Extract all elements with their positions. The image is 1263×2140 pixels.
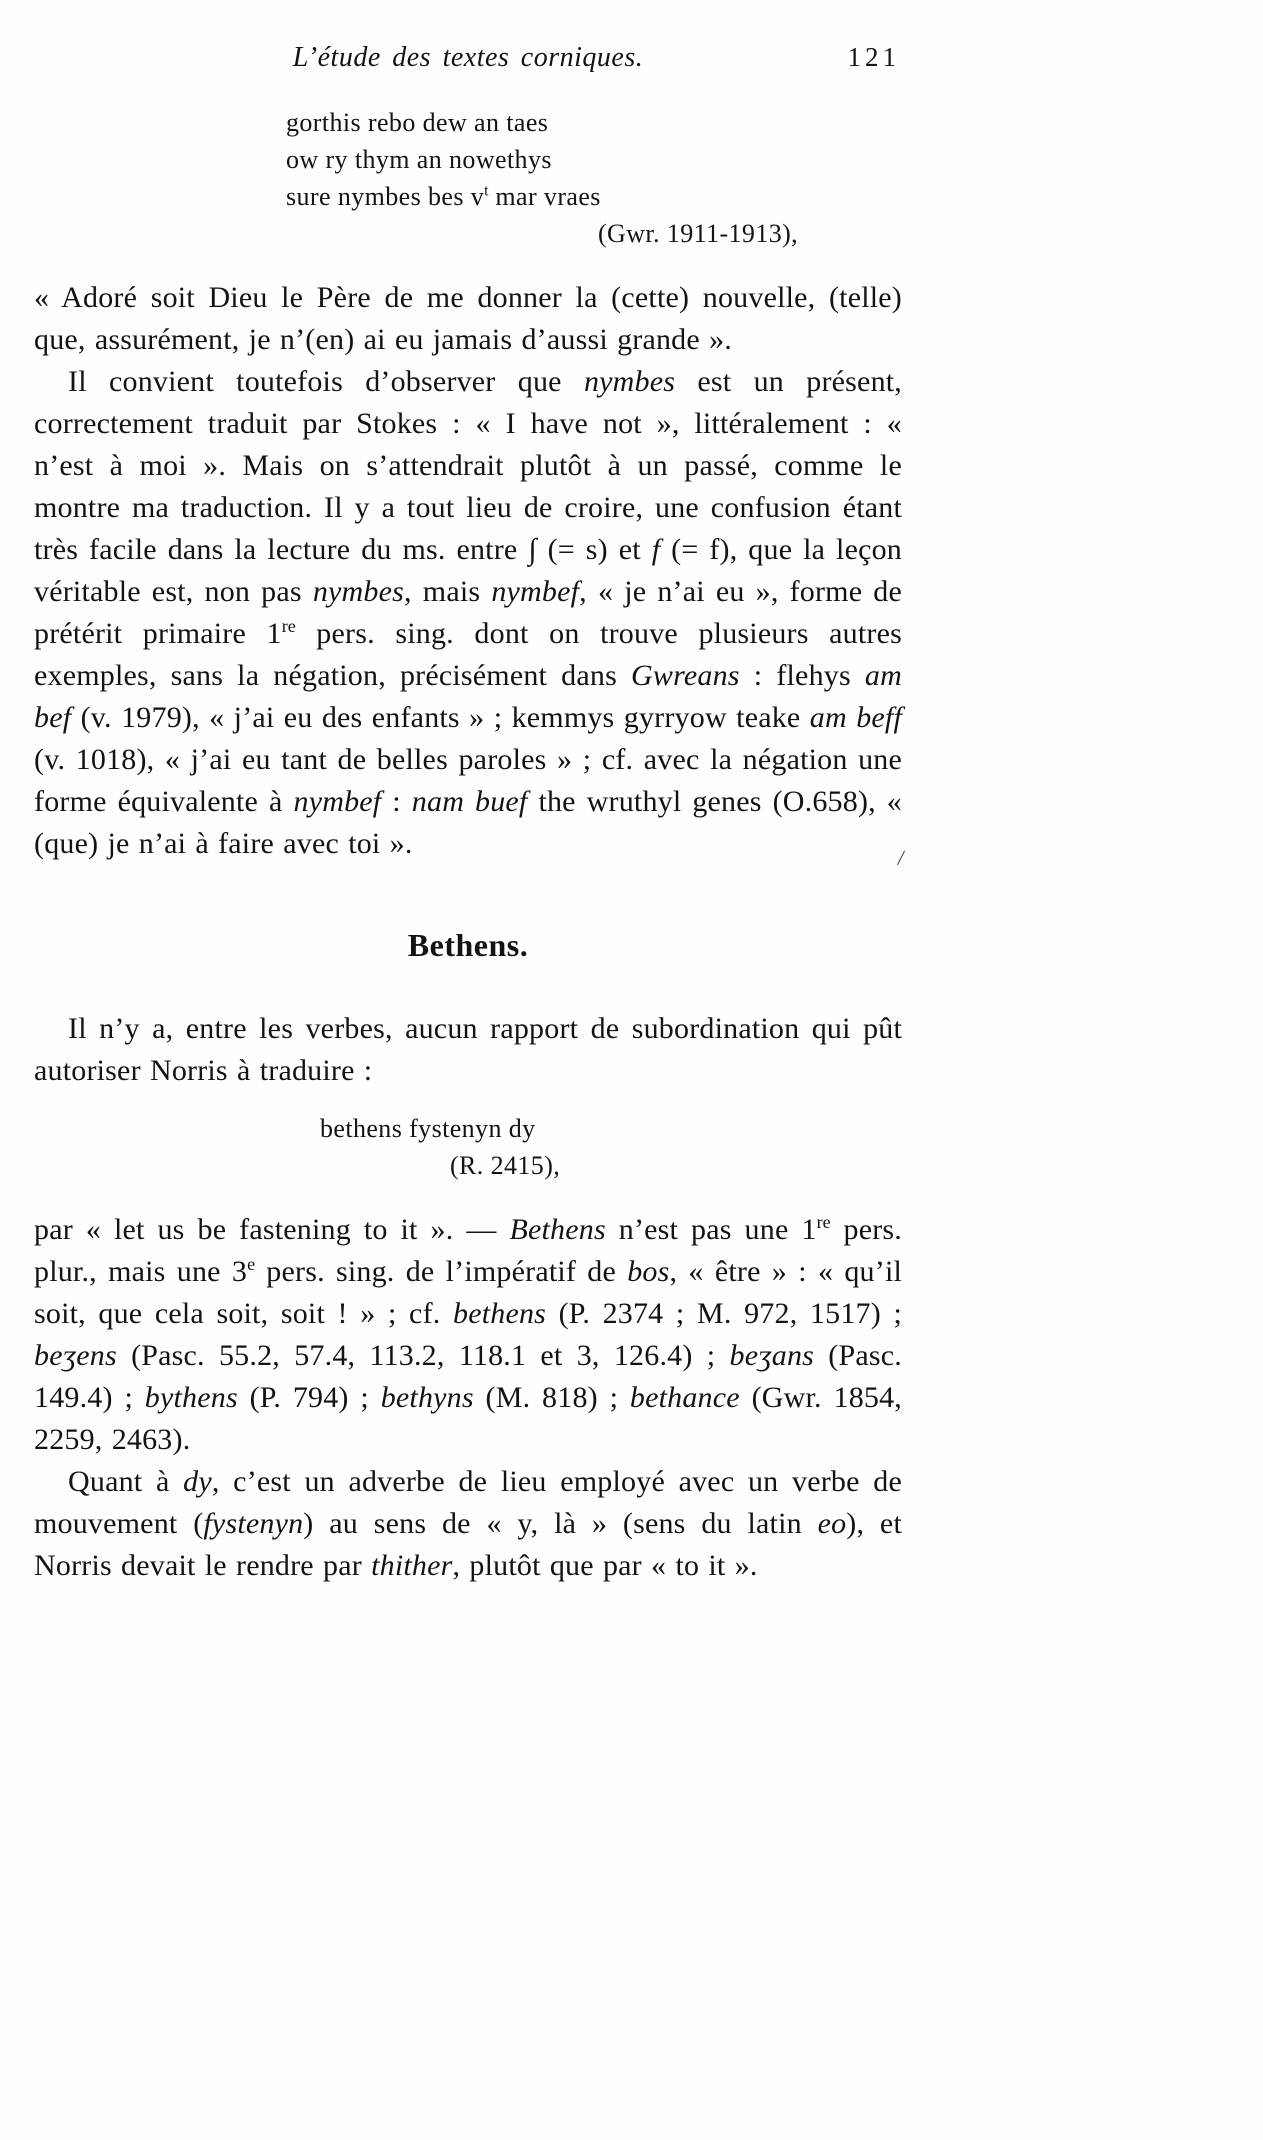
paragraph-translation: « Adoré soit Dieu le Père de me donner la (cette) nouvelle, (telle) que, assurément, je n’(en) ai eu jamais d’aussi grande ». xyxy=(34,281,902,356)
verse-line-1: gorthis rebo dew an taes xyxy=(286,108,549,137)
verse-attribution: (Gwr. 1911-1913), xyxy=(598,219,799,248)
verse-line-2: ow ry thym an nowethys xyxy=(286,145,552,174)
section-heading-bethens: Bethens. xyxy=(407,927,529,963)
page-number: 121 xyxy=(847,42,900,72)
verse-line-bethens: bethens fystenyn dy xyxy=(320,1114,536,1143)
running-title: L’étude des textes corniques. xyxy=(292,42,644,73)
paragraph-commentary-dy: Quant à dy, c’est un adverbe de lieu employé avec un verbe de mouvement (fystenyn) au sens de « y, là » (sens du latin eo), et Norris devait le rendre par thither, plutôt que par « to it ». xyxy=(34,1465,902,1582)
text-block xyxy=(34,42,902,1587)
paragraph-intro-bethens: Il n’y a, entre les verbes, aucun rapport de subordination qui pût autoriser Norris à traduire : xyxy=(34,1012,902,1087)
page-header xyxy=(34,42,902,82)
paragraph-commentary-bethens: par « let us be fastening to it ». — Bethens n’est pas une 1re pers. plur., mais une 3e pers. sing. de l’impératif de bos, « être » : « qu’il soit, que cela soit, soit ! » ; cf. bethens (P. 2374 ; M. 972, 1517) ; beʒens (Pasc. 55.2, 57.4, 113.2, 118.1 et 3, 126.4) ; beʒans (Pasc. 149.4) ; bythens (P. 794) ; bethyns (M. 818) ; bethance (Gwr. 1854, 2259, 2463). xyxy=(34,1212,903,1456)
scan-artifact: / xyxy=(896,844,906,871)
verse-line-3: sure nymbes bes $v^t$ mar vraes xyxy=(286,182,601,211)
paragraph-commentary-nymbes: Il convient toutefois d’observer que nymbes est un présent, correctement traduit par Stokes : « I have not », littéralement : « n’est à moi ». Mais on s’attendrait plutôt à un passé, comme le montre ma traduction. Il y a tout lieu de croire, une confusion étant très facile dans la lecture du ms. entre ∫ (= s) et f (= f), que la leçon véritable est, non pas nymbes, mais nymbef, « je n’ai eu », forme de prétérit primaire 1re pers. sing. dont on trouve plusieurs autres exemples, sans la négation, précisément dans Gwreans : flehys am bef (v. 1979), « j’ai eu des enfants » ; kemmys gyrryow teake am beff (v. 1018), « j’ai eu tant de belles paroles » ; cf. avec la négation une forme équivalente à nymbef : nam buef the wruthyl genes (O.658), « (que) je n’ai à faire avec toi ». xyxy=(34,365,903,860)
verse-attribution: (R. 2415), xyxy=(450,1151,561,1180)
verse-block-2 xyxy=(320,1110,902,1185)
verse-block-1 xyxy=(286,104,902,253)
